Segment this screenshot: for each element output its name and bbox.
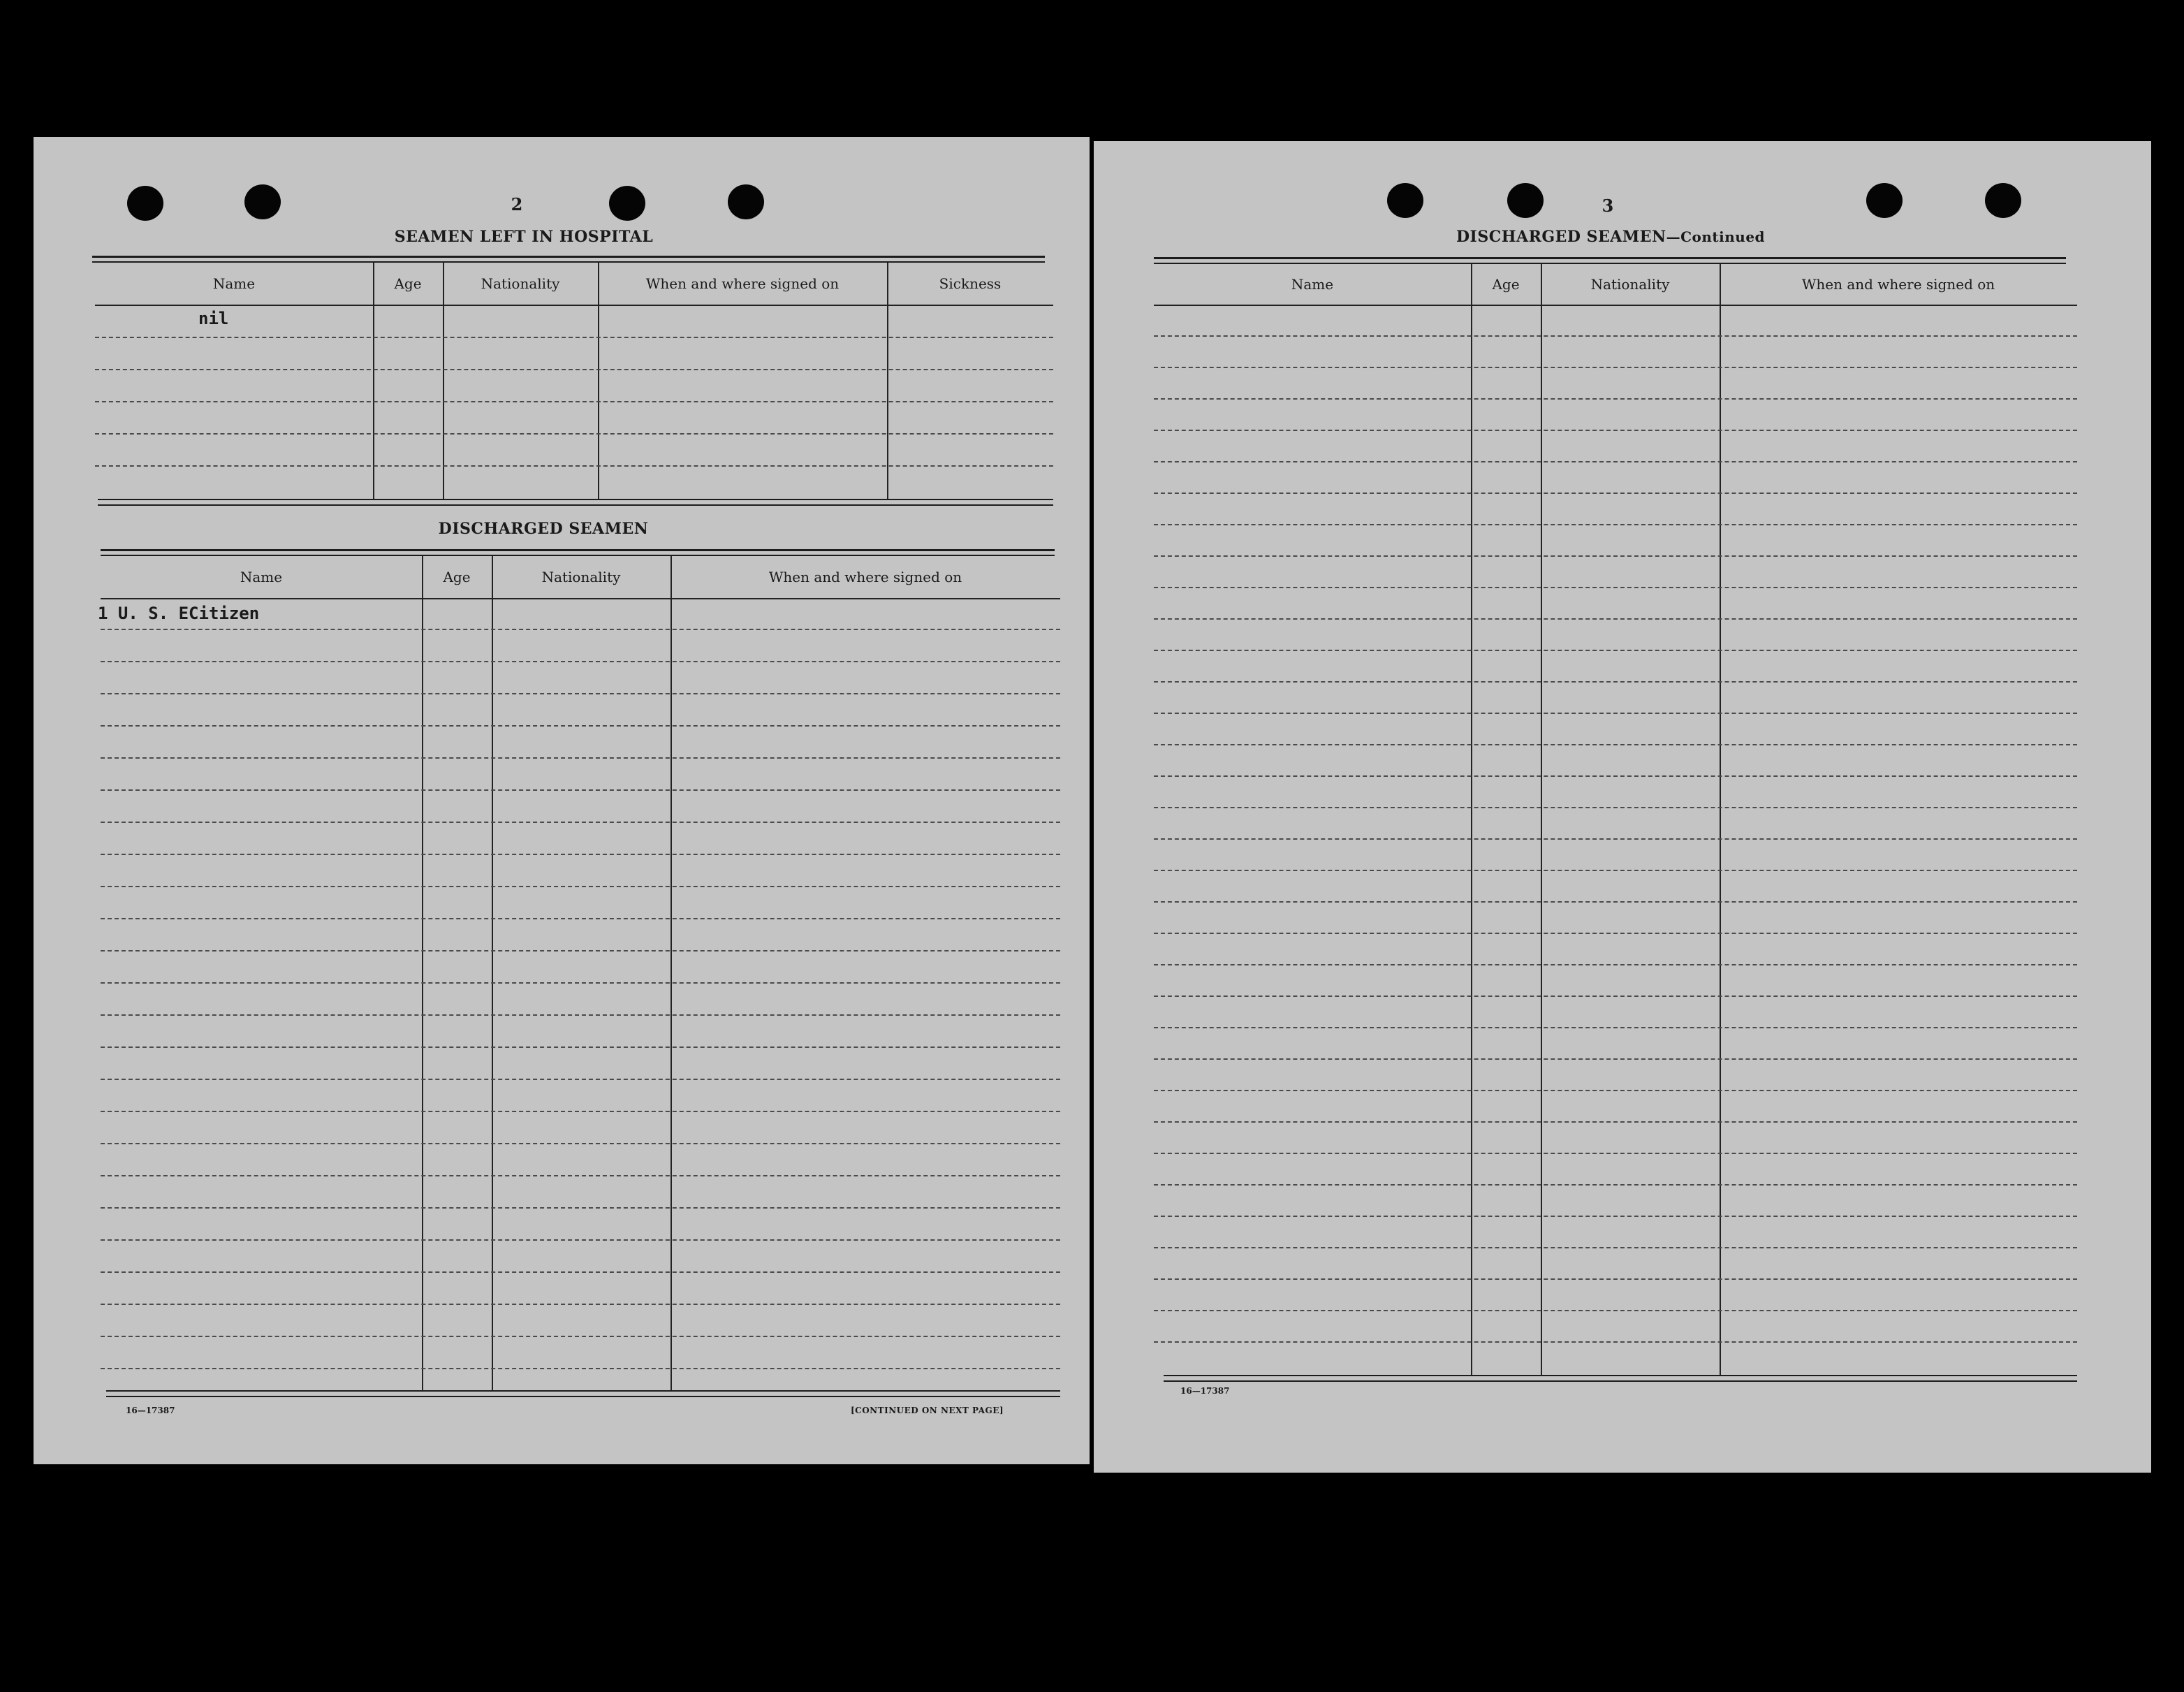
hospital-entry: nil bbox=[198, 309, 229, 328]
table-row bbox=[1154, 933, 2077, 934]
table-row bbox=[1154, 493, 2077, 494]
table-row bbox=[1154, 744, 2077, 745]
column-header-nationality: Nationality bbox=[541, 569, 621, 585]
table-row bbox=[1154, 1090, 2077, 1091]
table-row bbox=[1154, 1216, 2077, 1217]
column-header-name: Name bbox=[212, 275, 256, 292]
page-number: 2 bbox=[511, 194, 523, 214]
table-row bbox=[101, 950, 1060, 951]
table-row bbox=[1154, 1153, 2077, 1154]
section-title-text: DISCHARGED SEAMEN bbox=[1456, 228, 1666, 246]
table-row bbox=[1154, 995, 2077, 997]
table-row bbox=[101, 661, 1060, 662]
table-row bbox=[1154, 807, 2077, 808]
column-header-signed-on: When and where signed on bbox=[768, 569, 962, 585]
column-divider bbox=[492, 556, 493, 1390]
table-row bbox=[1154, 964, 2077, 965]
table-row bbox=[101, 854, 1060, 855]
table-row bbox=[1154, 618, 2077, 620]
section-title-suffix: —Continued bbox=[1666, 228, 1766, 245]
table-row bbox=[1154, 681, 2077, 683]
punch-hole bbox=[609, 186, 645, 221]
table-row bbox=[1154, 587, 2077, 588]
column-divider bbox=[670, 556, 672, 1390]
table-row bbox=[101, 982, 1060, 984]
continued-note: [CONTINUED ON NEXT PAGE] bbox=[851, 1406, 1004, 1415]
table-row bbox=[101, 918, 1060, 919]
section-rule bbox=[92, 256, 1045, 258]
column-header-age: Age bbox=[394, 275, 422, 292]
table-row bbox=[101, 1175, 1060, 1176]
table-row bbox=[101, 1014, 1060, 1016]
table-row bbox=[1154, 1341, 2077, 1343]
column-divider bbox=[598, 263, 599, 499]
table-row bbox=[101, 1046, 1060, 1048]
table-row bbox=[1154, 524, 2077, 525]
table-row bbox=[1154, 1027, 2077, 1028]
table-row bbox=[101, 822, 1060, 823]
section-rule bbox=[101, 549, 1055, 551]
section-rule bbox=[1154, 257, 2066, 259]
table-row bbox=[101, 1239, 1060, 1241]
page-number: 3 bbox=[1602, 196, 1614, 216]
table-header bbox=[1154, 264, 2077, 306]
table-row bbox=[1154, 775, 2077, 777]
punch-hole bbox=[1985, 183, 2021, 218]
table-row bbox=[1154, 1184, 2077, 1186]
column-header-name: Name bbox=[1291, 276, 1334, 293]
punch-hole bbox=[244, 184, 281, 219]
section-rule bbox=[98, 504, 1053, 506]
table-row bbox=[1154, 1247, 2077, 1248]
column-header-nationality: Nationality bbox=[1590, 276, 1670, 293]
section-rule bbox=[1164, 1375, 2077, 1376]
table-header bbox=[101, 556, 1060, 599]
table-row bbox=[95, 337, 1053, 338]
table-row bbox=[95, 401, 1053, 402]
table-row bbox=[95, 433, 1053, 435]
column-divider bbox=[422, 556, 423, 1390]
table-row bbox=[1154, 1058, 2077, 1060]
punch-hole bbox=[1387, 183, 1423, 218]
discharged-section-title: DISCHARGED SEAMEN bbox=[438, 520, 649, 538]
table-row bbox=[101, 1368, 1060, 1369]
column-divider bbox=[373, 263, 374, 499]
table-row bbox=[1154, 461, 2077, 462]
table-row bbox=[101, 1207, 1060, 1209]
discharged-table bbox=[1154, 264, 2077, 1376]
table-row bbox=[1154, 901, 2077, 903]
discharged-table bbox=[98, 556, 1060, 1392]
table-row bbox=[101, 757, 1060, 759]
column-divider bbox=[443, 263, 444, 499]
discharged-section-title bbox=[1373, 228, 1848, 246]
hospital-section-title: SEAMEN LEFT IN HOSPITAL bbox=[394, 228, 654, 246]
table-row bbox=[1154, 650, 2077, 651]
punch-hole bbox=[728, 184, 764, 219]
table-header bbox=[95, 263, 1053, 306]
punch-hole bbox=[127, 186, 163, 221]
form-code: 16—17387 bbox=[126, 1406, 175, 1415]
table-row bbox=[1154, 367, 2077, 368]
column-header-name: Name bbox=[240, 569, 283, 585]
section-rule bbox=[98, 499, 1053, 500]
table-row bbox=[101, 629, 1060, 630]
table-row bbox=[1154, 335, 2077, 337]
table-row bbox=[1154, 1121, 2077, 1123]
column-header-age: Age bbox=[1492, 276, 1520, 293]
section-rule bbox=[106, 1390, 1060, 1392]
table-row bbox=[101, 1111, 1060, 1112]
table-row bbox=[101, 693, 1060, 694]
form-code: 16—17387 bbox=[1180, 1386, 1230, 1396]
table-row bbox=[101, 1304, 1060, 1305]
table-row bbox=[101, 1271, 1060, 1273]
left-page bbox=[34, 137, 1090, 1464]
table-row bbox=[101, 789, 1060, 791]
punch-hole bbox=[1866, 183, 1903, 218]
table-row bbox=[101, 1079, 1060, 1080]
table-row bbox=[101, 1336, 1060, 1337]
table-row bbox=[1154, 838, 2077, 840]
section-rule bbox=[1164, 1380, 2077, 1382]
column-header-age: Age bbox=[443, 569, 471, 585]
table-row bbox=[1154, 398, 2077, 400]
column-header-signed-on: When and where signed on bbox=[645, 275, 840, 292]
table-row bbox=[1154, 430, 2077, 431]
discharged-entry: 1 U. S. ECitizen bbox=[98, 604, 260, 623]
right-page bbox=[1094, 141, 2151, 1473]
table-row bbox=[101, 1143, 1060, 1144]
table-row bbox=[1154, 870, 2077, 871]
column-header-sickness: Sickness bbox=[939, 275, 1002, 292]
hospital-table bbox=[95, 263, 1053, 500]
table-row bbox=[1154, 1278, 2077, 1280]
column-divider bbox=[887, 263, 888, 499]
table-row bbox=[1154, 713, 2077, 714]
table-row bbox=[95, 369, 1053, 370]
table-row bbox=[95, 465, 1053, 467]
column-header-nationality: Nationality bbox=[481, 275, 560, 292]
section-rule bbox=[106, 1396, 1060, 1397]
table-row bbox=[101, 886, 1060, 887]
table-row bbox=[101, 725, 1060, 727]
table-row bbox=[1154, 1310, 2077, 1311]
table-row bbox=[1154, 555, 2077, 557]
punch-hole bbox=[1507, 183, 1544, 218]
column-header-signed-on: When and where signed on bbox=[1801, 276, 1995, 293]
